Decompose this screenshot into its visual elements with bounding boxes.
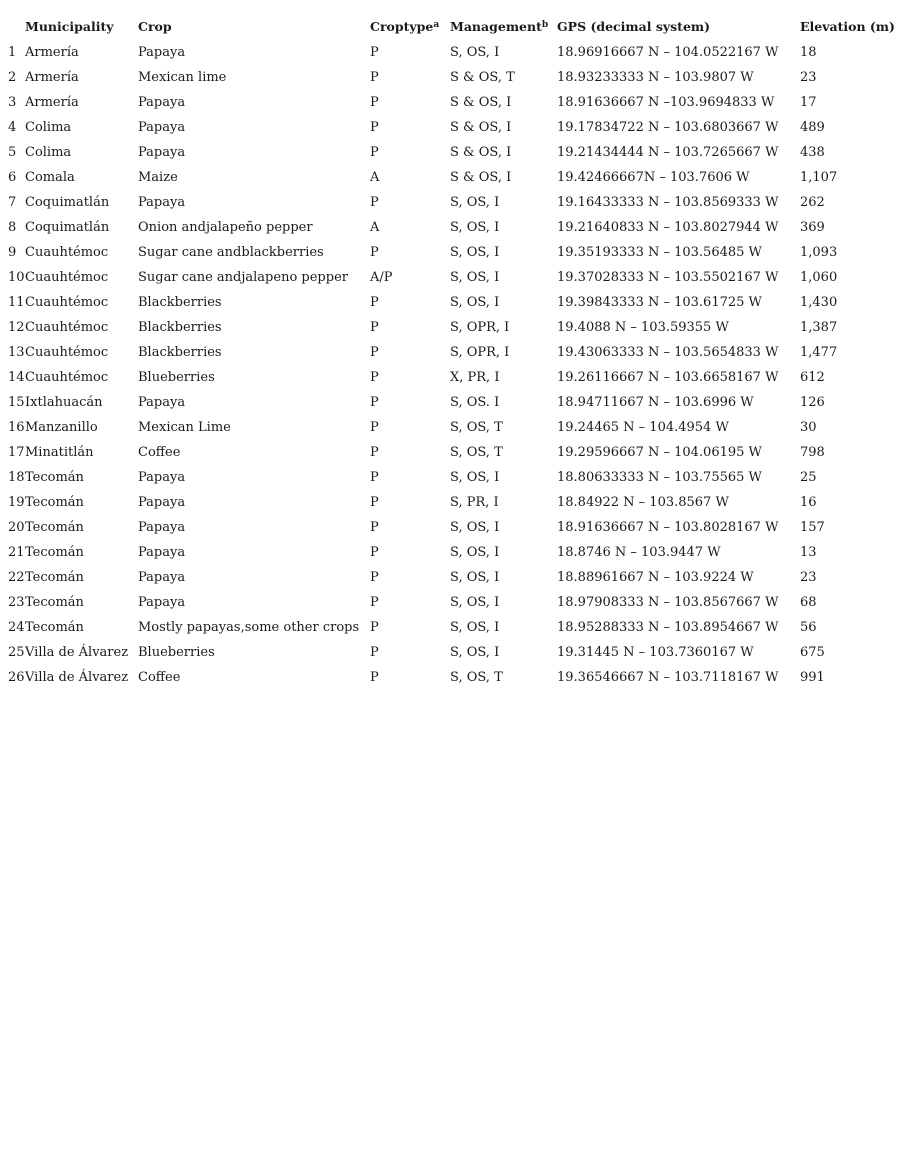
cell-gps: 19.21640833 N – 103.8027944 W [557, 220, 779, 235]
cell-elevation: 1,430 [800, 295, 838, 310]
cell-crop: Maize [138, 170, 178, 185]
cell-crop: Papaya [138, 595, 186, 610]
table-row [0, 240, 911, 265]
cell-municipality: Tecomán [25, 595, 84, 610]
cell-elevation: 18 [800, 45, 817, 60]
cell-number: 22 [8, 570, 25, 585]
cell-croptype: P [370, 345, 379, 360]
cell-crop: Onion andjalapeño pepper [138, 220, 313, 235]
cell-number: 11 [8, 295, 25, 310]
cell-elevation: 68 [800, 595, 817, 610]
cell-croptype: P [370, 295, 379, 310]
table-row [0, 140, 911, 165]
cell-croptype: A [370, 170, 380, 185]
cell-gps: 19.17834722 N – 103.6803667 W [557, 120, 779, 135]
cell-municipality: Cuauhtémoc [25, 295, 109, 310]
cell-croptype: P [370, 145, 379, 160]
header-elevation: Elevation (m) [800, 19, 895, 34]
cell-gps: 19.29596667 N – 104.06195 W [557, 445, 762, 460]
cell-municipality: Armería [25, 95, 79, 110]
cell-elevation: 1,060 [800, 270, 838, 285]
table-row [0, 540, 911, 565]
cell-management: S, OS, I [450, 245, 500, 260]
cell-number: 14 [8, 370, 25, 385]
cell-municipality: Coquimatlán [25, 195, 110, 210]
cell-elevation: 17 [800, 95, 817, 110]
cell-municipality: Cuauhtémoc [25, 245, 109, 260]
cell-croptype: P [370, 95, 379, 110]
cell-croptype: P [370, 195, 379, 210]
cell-number: 21 [8, 545, 25, 560]
cell-management: S & OS, T [450, 70, 515, 85]
sampling-sites-table [0, 8, 911, 690]
table-row [0, 115, 911, 140]
header-management-label: Management [450, 19, 542, 34]
cell-gps: 18.97908333 N – 103.8567667 W [557, 595, 779, 610]
header-management [450, 8, 557, 40]
cell-croptype: P [370, 420, 379, 435]
cell-management: S, OS, T [450, 445, 503, 460]
table-body [0, 40, 911, 690]
cell-management: S, OS, I [450, 195, 500, 210]
cell-croptype: P [370, 570, 379, 585]
cell-number: 12 [8, 320, 25, 335]
cell-crop: Papaya [138, 570, 186, 585]
cell-crop: Blackberries [138, 320, 222, 335]
cell-croptype: P [370, 620, 379, 635]
table-row [0, 340, 911, 365]
cell-gps: 18.96916667 N – 104.0522167 W [557, 45, 779, 60]
cell-number: 1 [8, 45, 17, 60]
cell-gps: 18.94711667 N – 103.6996 W [557, 395, 754, 410]
cell-croptype: P [370, 445, 379, 460]
cell-crop: Mexican lime [138, 70, 227, 85]
table-row [0, 490, 911, 515]
cell-number: 23 [8, 595, 25, 610]
cell-crop: Papaya [138, 145, 186, 160]
table-row [0, 665, 911, 690]
cell-municipality: Comala [25, 170, 75, 185]
cell-management: S, OPR, I [450, 320, 510, 335]
cell-croptype: P [370, 645, 379, 660]
cell-gps: 19.26116667 N – 103.6658167 W [557, 370, 779, 385]
cell-number: 9 [8, 245, 17, 260]
table-header [0, 8, 911, 40]
cell-elevation: 126 [800, 395, 825, 410]
cell-gps: 19.39843333 N – 103.61725 W [557, 295, 762, 310]
cell-number: 13 [8, 345, 25, 360]
cell-management: S & OS, I [450, 170, 512, 185]
table-row [0, 365, 911, 390]
table-row [0, 640, 911, 665]
cell-croptype: A [370, 220, 380, 235]
table-row [0, 65, 911, 90]
cell-elevation: 16 [800, 495, 817, 510]
cell-elevation: 675 [800, 645, 825, 660]
table-row [0, 565, 911, 590]
cell-number: 15 [8, 395, 25, 410]
header-management-footnote-mark: b [541, 20, 549, 30]
cell-crop: Papaya [138, 545, 186, 560]
cell-management: S, OS, I [450, 570, 500, 585]
cell-croptype: P [370, 595, 379, 610]
cell-management: S, OS, I [450, 470, 500, 485]
header-crop: Crop [138, 19, 172, 34]
cell-crop: Blueberries [138, 370, 215, 385]
cell-number: 24 [8, 620, 25, 635]
header-number [0, 8, 25, 40]
cell-croptype: P [370, 70, 379, 85]
cell-elevation: 23 [800, 70, 817, 85]
cell-management: S, OS. I [450, 395, 500, 410]
cell-elevation: 262 [800, 195, 825, 210]
table-row [0, 265, 911, 290]
cell-municipality: Colima [25, 145, 72, 160]
cell-management: S & OS, I [450, 145, 512, 160]
cell-crop: Papaya [138, 395, 186, 410]
cell-croptype: P [370, 395, 379, 410]
cell-gps: 18.91636667 N –103.9694833 W [557, 95, 775, 110]
cell-elevation: 30 [800, 420, 817, 435]
cell-gps: 18.93233333 N – 103.9807 W [557, 70, 754, 85]
cell-elevation: 612 [800, 370, 825, 385]
header-croptype-footnote-mark: a [433, 20, 440, 30]
table-row [0, 315, 911, 340]
header-row [0, 8, 911, 40]
cell-elevation: 157 [800, 520, 825, 535]
table-row [0, 515, 911, 540]
cell-crop: Papaya [138, 95, 186, 110]
cell-croptype: P [370, 45, 379, 60]
cell-municipality: Villa de Álvarez [25, 670, 129, 685]
cell-elevation: 25 [800, 470, 817, 485]
cell-number: 4 [8, 120, 17, 135]
cell-municipality: Cuauhtémoc [25, 370, 109, 385]
cell-gps: 19.35193333 N – 103.56485 W [557, 245, 762, 260]
table-row [0, 165, 911, 190]
cell-gps: 18.8746 N – 103.9447 W [557, 545, 721, 560]
cell-gps: 19.42466667N – 103.7606 W [557, 170, 750, 185]
cell-gps: 19.4088 N – 103.59355 W [557, 320, 729, 335]
cell-management: S, OS, T [450, 670, 503, 685]
cell-croptype: P [370, 470, 379, 485]
cell-municipality: Cuauhtémoc [25, 345, 109, 360]
cell-management: S, OS, I [450, 45, 500, 60]
cell-municipality: Tecomán [25, 545, 84, 560]
cell-crop: Blueberries [138, 645, 215, 660]
cell-elevation: 23 [800, 570, 817, 585]
cell-crop: Coffee [138, 445, 181, 460]
cell-elevation: 13 [800, 545, 817, 560]
cell-crop: Coffee [138, 670, 181, 685]
cell-gps: 19.21434444 N – 103.7265667 W [557, 145, 779, 160]
cell-number: 2 [8, 70, 17, 85]
cell-crop: Sugar cane andjalapeno pepper [138, 270, 348, 285]
cell-gps: 18.95288333 N – 103.8954667 W [557, 620, 779, 635]
cell-croptype: A/P [370, 270, 393, 285]
cell-elevation: 438 [800, 145, 825, 160]
cell-management: S & OS, I [450, 95, 512, 110]
table-row [0, 90, 911, 115]
cell-crop: Sugar cane andblackberries [138, 245, 324, 260]
cell-gps: 19.36546667 N – 103.7118167 W [557, 670, 779, 685]
cell-management: S, OS, T [450, 420, 503, 435]
cell-municipality: Armería [25, 70, 79, 85]
cell-elevation: 56 [800, 620, 817, 635]
cell-gps: 18.88961667 N – 103.9224 W [557, 570, 754, 585]
cell-crop: Mostly papayas,some other crops [138, 620, 360, 635]
cell-gps: 19.16433333 N – 103.8569333 W [557, 195, 779, 210]
cell-gps: 18.84922 N – 103.8567 W [557, 495, 729, 510]
cell-gps: 19.31445 N – 103.7360167 W [557, 645, 754, 660]
cell-croptype: P [370, 370, 379, 385]
cell-number: 26 [8, 670, 25, 685]
cell-management: S, OS, I [450, 270, 500, 285]
cell-crop: Papaya [138, 120, 186, 135]
cell-municipality: Manzanillo [25, 420, 98, 435]
cell-number: 19 [8, 495, 25, 510]
cell-elevation: 991 [800, 670, 825, 685]
cell-municipality: Colima [25, 120, 72, 135]
cell-number: 7 [8, 195, 17, 210]
table-row [0, 290, 911, 315]
cell-elevation: 1,477 [800, 345, 838, 360]
cell-management: S, OPR, I [450, 345, 510, 360]
cell-municipality: Cuauhtémoc [25, 270, 109, 285]
cell-number: 8 [8, 220, 17, 235]
cell-crop: Mexican Lime [138, 420, 231, 435]
table-row [0, 465, 911, 490]
cell-municipality: Tecomán [25, 470, 84, 485]
cell-gps: 19.37028333 N – 103.5502167 W [557, 270, 779, 285]
cell-number: 20 [8, 520, 25, 535]
cell-municipality: Coquimatlán [25, 220, 110, 235]
cell-management: S, OS, I [450, 220, 500, 235]
cell-management: S, OS, I [450, 595, 500, 610]
table-row [0, 215, 911, 240]
cell-elevation: 798 [800, 445, 825, 460]
cell-management: S, OS, I [450, 620, 500, 635]
cell-management: X, PR, I [450, 370, 500, 385]
cell-crop: Blackberries [138, 345, 222, 360]
cell-elevation: 1,107 [800, 170, 838, 185]
cell-number: 16 [8, 420, 25, 435]
cell-croptype: P [370, 670, 379, 685]
cell-municipality: Tecomán [25, 495, 84, 510]
cell-croptype: P [370, 495, 379, 510]
cell-gps: 18.80633333 N – 103.75565 W [557, 470, 762, 485]
table-row [0, 590, 911, 615]
cell-elevation: 1,093 [800, 245, 838, 260]
cell-number: 5 [8, 145, 17, 160]
cell-number: 3 [8, 95, 17, 110]
cell-number: 17 [8, 445, 25, 460]
cell-number: 25 [8, 645, 25, 660]
cell-municipality: Cuauhtémoc [25, 320, 109, 335]
table-row [0, 390, 911, 415]
table-row [0, 440, 911, 465]
cell-municipality: Tecomán [25, 520, 84, 535]
cell-municipality: Minatitlán [25, 445, 94, 460]
cell-municipality: Tecomán [25, 570, 84, 585]
cell-municipality: Armería [25, 45, 79, 60]
cell-croptype: P [370, 545, 379, 560]
header-municipality: Municipality [25, 19, 114, 34]
cell-gps: 19.43063333 N – 103.5654833 W [557, 345, 779, 360]
cell-number: 18 [8, 470, 25, 485]
sampling-sites-table-container [0, 8, 911, 690]
cell-number: 10 [8, 270, 25, 285]
cell-management: S & OS, I [450, 120, 512, 135]
cell-elevation: 369 [800, 220, 825, 235]
cell-crop: Papaya [138, 520, 186, 535]
cell-crop: Papaya [138, 470, 186, 485]
cell-municipality: Villa de Álvarez [25, 645, 129, 660]
cell-gps: 18.91636667 N – 103.8028167 W [557, 520, 779, 535]
cell-crop: Papaya [138, 495, 186, 510]
cell-croptype: P [370, 320, 379, 335]
table-row [0, 190, 911, 215]
cell-gps: 19.24465 N – 104.4954 W [557, 420, 729, 435]
cell-elevation: 1,387 [800, 320, 838, 335]
cell-management: S, OS, I [450, 545, 500, 560]
cell-management: S, OS, I [450, 520, 500, 535]
cell-crop: Papaya [138, 45, 186, 60]
cell-management: S, PR, I [450, 495, 499, 510]
cell-elevation: 489 [800, 120, 825, 135]
cell-crop: Papaya [138, 195, 186, 210]
header-croptype [370, 8, 450, 40]
cell-municipality: Tecomán [25, 620, 84, 635]
cell-crop: Blackberries [138, 295, 222, 310]
header-gps: GPS (decimal system) [557, 19, 711, 34]
cell-croptype: P [370, 245, 379, 260]
table-row [0, 615, 911, 640]
header-croptype-label: Croptype [370, 19, 434, 34]
cell-croptype: P [370, 120, 379, 135]
cell-management: S, OS, I [450, 295, 500, 310]
table-row [0, 415, 911, 440]
cell-management: S, OS, I [450, 645, 500, 660]
cell-croptype: P [370, 520, 379, 535]
table-row [0, 40, 911, 65]
cell-number: 6 [8, 170, 17, 185]
cell-municipality: Ixtlahuacán [25, 395, 103, 410]
